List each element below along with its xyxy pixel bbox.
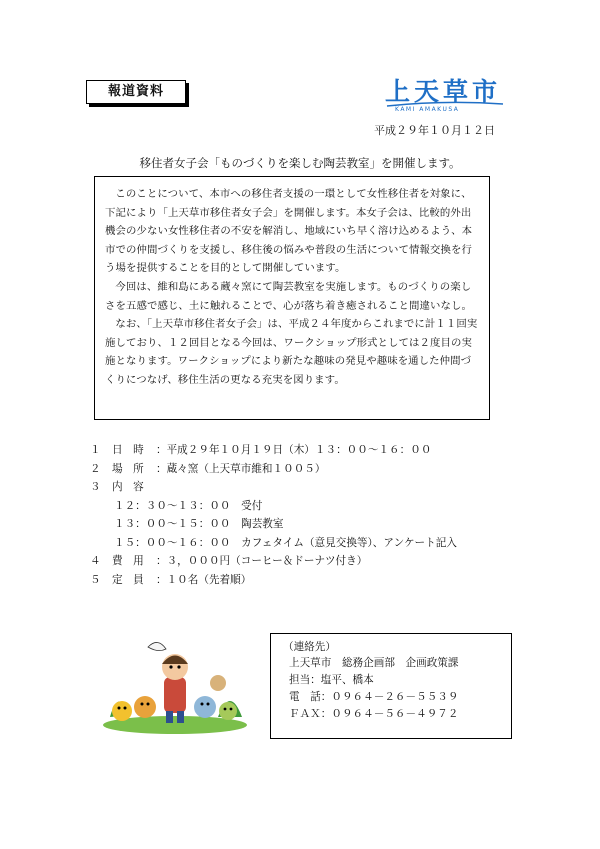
contact-phone: 電 話：０９６４－２６－５５３９ bbox=[289, 691, 459, 703]
contact-box bbox=[270, 633, 512, 739]
item-value: ３，０００円（コーヒー＆ドーナツ付き） bbox=[166, 555, 368, 567]
item-label: 定 員 bbox=[112, 573, 144, 586]
item-number: ５ bbox=[90, 573, 101, 586]
summary-box bbox=[94, 176, 490, 420]
schedule-item: １５：００～１６：００ カフェタイム（意見交換等）、アンケート記入 bbox=[114, 536, 457, 549]
detail-row-place: ２ 場 所 ：蔵々窯（上天草市維和１００５） bbox=[90, 460, 510, 479]
schedule-item: １３：００～１５：００ 陶芸教室 bbox=[114, 518, 284, 530]
summary-paragraph: なお、「上天草市移住者女子会」は、平成２４年度からこれまでに計１１回実施しており、１２回目となる今回は、ワークショップ形式としては２度目の実施となります。ワークショップにより新たな趣味の発見や趣味を通した仲間づくりにつなげ、移住生活の更なる充実を図ります。 bbox=[105, 318, 478, 386]
event-details bbox=[90, 441, 510, 589]
document-title: 移住者女子会「ものづくりを楽しむ陶芸教室」を開催します。 bbox=[139, 156, 461, 170]
item-label: 場 所 bbox=[112, 462, 144, 475]
city-logo bbox=[385, 78, 505, 116]
item-label: 日 時 bbox=[112, 444, 144, 456]
detail-row-capacity: ５ 定 員 ：１０名（先着順） bbox=[90, 571, 510, 590]
summary-paragraph: 今回は、維和島にある蔵々窯にて陶芸教室を実施します。ものづくりの楽しさを五感で感じ、土に触れることで、心が落ち着き癒されること間違いなし。 bbox=[105, 280, 472, 312]
item-label: 費 用 bbox=[112, 555, 144, 567]
logo-subtext: KAMI AMAKUSA bbox=[395, 106, 460, 113]
contact-department: 上天草市 総務企画部 企画政策課 bbox=[289, 657, 459, 669]
contact-heading: （連絡先） bbox=[283, 641, 336, 653]
item-value: 平成２９年１０月１９日（木）１３：００～１６：００ bbox=[166, 444, 432, 456]
item-label: 内 容 bbox=[112, 481, 144, 493]
detail-row-fee: ４ 費 用 ：３，０００円（コーヒー＆ドーナツ付き） bbox=[90, 552, 510, 571]
contact-fax: ＦＡＸ：０９６４－５６－４９７２ bbox=[289, 708, 459, 720]
item-number: １ bbox=[90, 444, 101, 456]
schedule-item: １２：３０～１３：００ 受付 bbox=[114, 499, 263, 512]
detail-row-datetime: １ 日 時 ：平成２９年１０月１９日（木）１３：００～１６：００ bbox=[90, 441, 510, 460]
detail-row-content bbox=[90, 478, 510, 497]
contact-staff: 担当：塩平、橋本 bbox=[289, 674, 374, 686]
logo-text: 上天草市 bbox=[385, 77, 502, 106]
press-release-label: 報道資料 bbox=[86, 80, 186, 104]
item-value: 蔵々窯（上天草市維和１００５） bbox=[166, 462, 326, 475]
item-value: １０名（先着順） bbox=[166, 573, 252, 586]
release-date: 平成２９年１０月１２日 bbox=[374, 124, 495, 137]
mascot-characters-illustration bbox=[100, 637, 250, 735]
item-number: ２ bbox=[90, 462, 101, 475]
summary-paragraph: このことについて、本市への移住者支援の一環として女性移住者を対象に、下記により「上天草市移住者女子会」を開催します。本女子会は、比較的外出機会の少ない女性移住者の不安を解消し、地域にいち早く溶け込めるよう、本市での仲間づくりを支援し、移住後の悩みや普段の生活について情報交換を行う場を提供することを目的として開催しています。 bbox=[105, 188, 473, 275]
item-number: ３ bbox=[90, 481, 101, 493]
item-number: ４ bbox=[90, 555, 101, 567]
